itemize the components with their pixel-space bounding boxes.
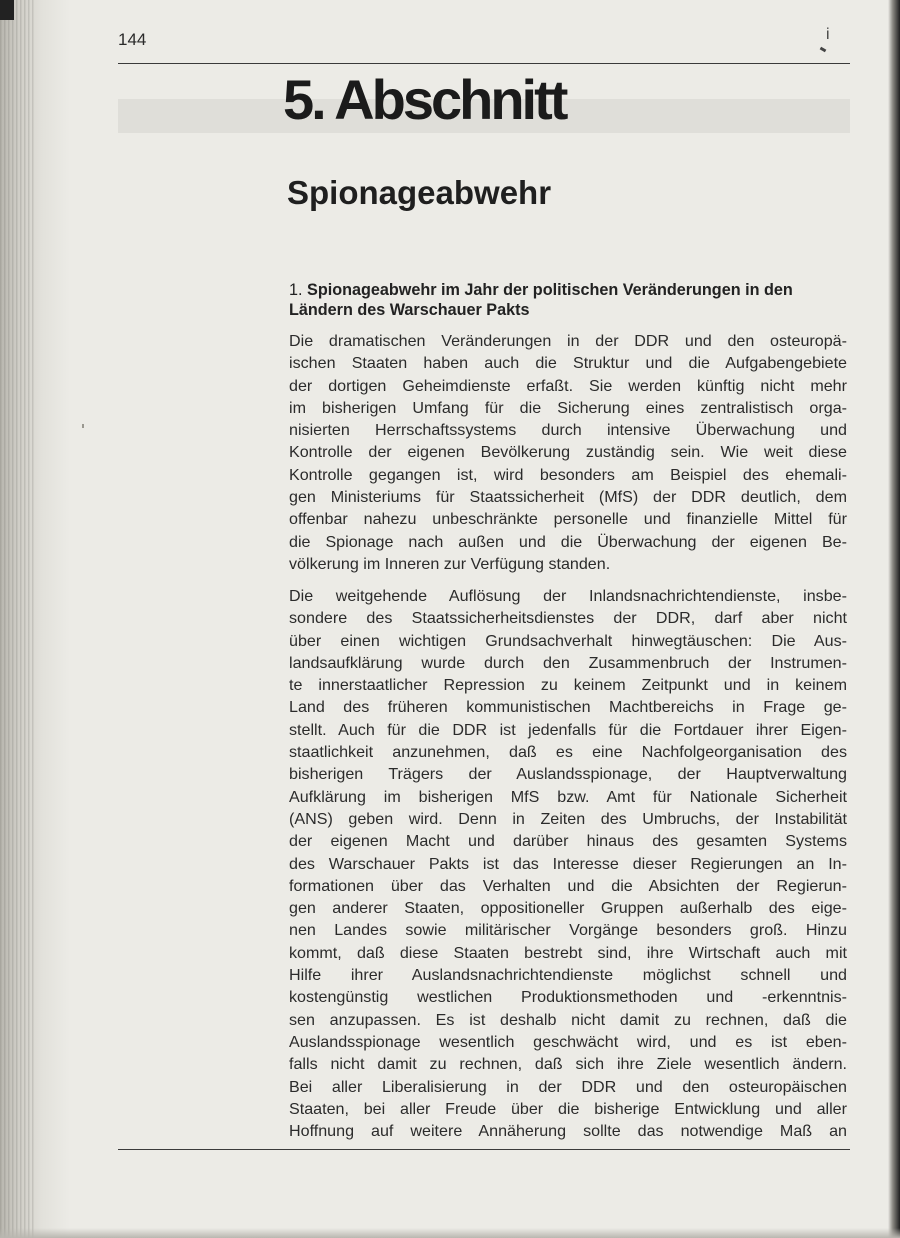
text-line: Land des früheren kommunistischen Machtbereichs in Frage ge-	[289, 698, 847, 717]
text-line: staatlichkeit anzunehmen, daß es eine Nachfolgeorganisation des	[289, 743, 847, 762]
text-line: der dortigen Geheimdienste erfaßt. Sie werden künftig nicht mehr	[289, 376, 847, 395]
text-line: landsaufklärung wurde durch den Zusammenbruch der Instrumen-	[289, 653, 847, 672]
scan-corner	[0, 0, 14, 20]
text-line: offenbar nahezu unbeschränkte personelle und finanzielle Mittel für	[289, 510, 847, 529]
text-line: des Warschauer Pakts ist das Interesse dieser Regierungen an In-	[289, 854, 847, 873]
page-number: 144	[118, 30, 147, 49]
paragraph-2	[289, 585, 847, 1142]
text-line: völkerung im Inneren zur Verfügung standen.	[289, 554, 611, 573]
footer-rule	[118, 1149, 850, 1150]
text-line: der eigenen Macht und darüber hinaus des gesamten Systems	[289, 832, 847, 851]
margin-speck	[82, 424, 84, 428]
paragraph-1	[289, 330, 847, 575]
text-line: kommt, daß diese Staaten bestrebt sind, ihre Wirtschaft auch mit	[289, 943, 847, 962]
text-line: gen anderer Staaten, oppositioneller Gruppen außerhalb des eige-	[289, 899, 847, 918]
subsection-number: 1.	[289, 281, 303, 299]
text-line: sondere des Staatssicherheitsdienstes der DDR, darf aber nicht	[289, 609, 847, 628]
text-line: nen Landes sowie militärischer Vorgänge besonders groß. Hinzu	[289, 921, 847, 940]
text-line: (ANS) geben wird. Denn in Zeiten des Umbruchs, der Instabilität	[289, 809, 847, 828]
text-line: te innerstaatlicher Repression zu keinem Zeitpunkt und in keinem	[289, 676, 847, 695]
text-line: Kontrolle gegangen ist, wird besonders am Beispiel des ehemali-	[289, 465, 847, 484]
text-line: gen Ministeriums für Staatssicherheit (MfS) der DDR deutlich, dem	[289, 488, 847, 507]
text-line: falls nicht damit zu rechnen, daß sich ihre Ziele wesentlich ändern.	[289, 1055, 847, 1074]
subsection-title: Spionageabwehr im Jahr der politischen Veränderungen in den Ländern des Warschauer Pakts	[289, 281, 793, 319]
header-rule	[118, 63, 850, 64]
section-heading: 5. Abschnitt	[283, 68, 566, 131]
page-stack-edge	[0, 0, 34, 1238]
corner-mark: i	[826, 26, 830, 43]
text-line: stellt. Auch für die DDR ist jedenfalls für die Fortdauer ihrer Eigen-	[289, 720, 847, 739]
text-line: Auslandsspionage wesentlich geschwächt wird, und es ist eben-	[289, 1032, 847, 1051]
text-line: bisherigen Trägers der Auslandsspionage, der Hauptverwaltung	[289, 765, 847, 784]
text-line: formationen über das Verhalten und die Absichten der Regierun-	[289, 876, 847, 895]
text-line: Hoffnung auf weitere Annäherung sollte das notwendige Maß an	[289, 1122, 847, 1141]
text-line: Aufklärung im bisherigen MfS bzw. Amt für Nationale Sicherheit	[289, 787, 847, 806]
text-line: über einen wichtigen Grundsachverhalt hinwegtäuschen: Die Aus-	[289, 631, 847, 650]
text-line: sen anzupassen. Es ist deshalb nicht damit zu rechnen, daß die	[289, 1010, 847, 1029]
text-line: ischen Staaten haben auch die Struktur und die Aufgabengebiete	[289, 354, 847, 373]
text-line: die Spionage nach außen und die Überwachung der eigenen Be-	[289, 532, 847, 551]
text-line: Staaten, bei aller Freude über die bisherige Entwicklung und aller	[289, 1099, 847, 1118]
text-line: Bei aller Liberalisierung in der DDR und den osteuropäischen	[289, 1077, 847, 1096]
text-line: Die dramatischen Veränderungen in der DDR und den osteuropä-	[289, 332, 847, 350]
text-line: im bisherigen Umfang für die Sicherung eines zentralistisch orga-	[289, 398, 847, 417]
text-line: Die weitgehende Auflösung der Inlandsnachrichtendienste, insbe-	[289, 587, 847, 605]
text-line: nisierten Herrschaftssystems durch intensive Überwachung und	[289, 421, 847, 440]
scan-bottom-edge	[0, 1228, 900, 1238]
text-line: Kontrolle der eigenen Bevölkerung zuständig sein. Wie weit diese	[289, 443, 847, 462]
chapter-title: Spionageabwehr	[287, 174, 552, 211]
text-line: Hilfe ihrer Auslandsnachrichtendienste möglichst schnell und	[289, 966, 847, 985]
scan-right-edge	[888, 0, 900, 1238]
subsection-heading	[289, 280, 844, 320]
text-line: kostengünstig westlichen Produktionsmethoden und -erkenntnis-	[289, 988, 847, 1007]
corner-dash	[820, 47, 827, 53]
